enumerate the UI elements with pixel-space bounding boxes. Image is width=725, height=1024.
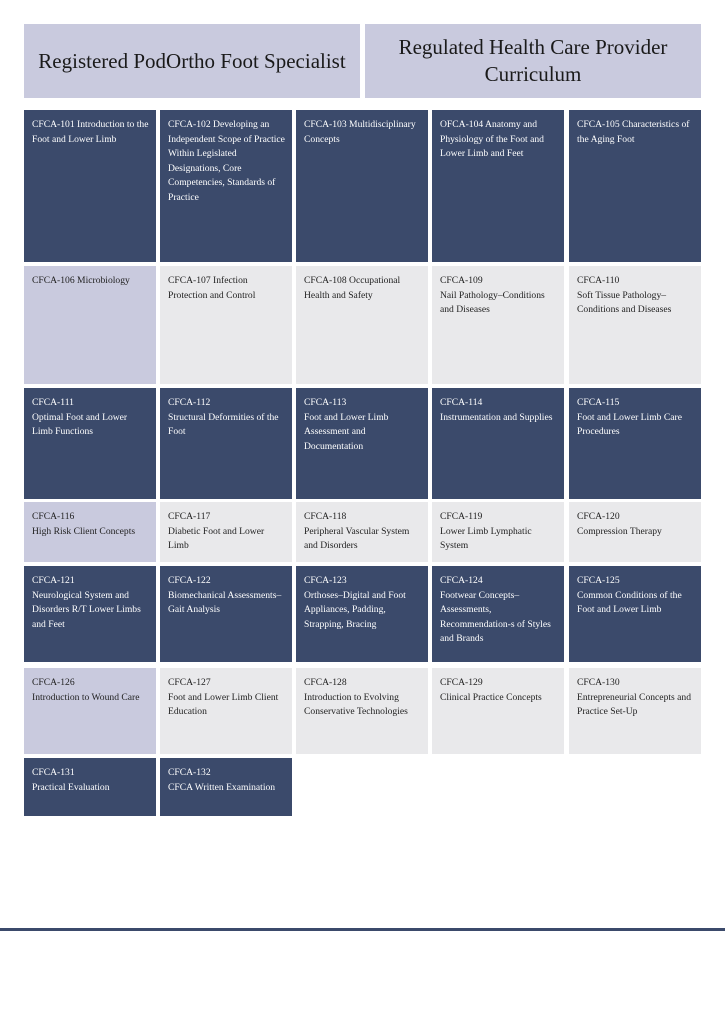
course-title: CFCA Written Examination [168, 781, 276, 793]
course-title: Peripheral Vascular System and Disorders [304, 525, 410, 552]
course-title: Diabetic Foot and Lower Limb [168, 525, 265, 552]
course-code: CFCA-113 [304, 397, 347, 408]
course-title: Entrepreneurial Concepts and Practice Set-Up [577, 691, 692, 718]
course-card [24, 758, 156, 816]
course-card [24, 388, 156, 499]
course-code: CFCA-124 [440, 575, 483, 586]
course-title: Optimal Foot and Lower Limb Functions [32, 411, 128, 438]
course-code: CFCA-115 [577, 397, 620, 408]
course-card [24, 668, 156, 754]
course-card [160, 502, 292, 562]
course-card [569, 266, 701, 384]
course-card [160, 668, 292, 754]
course-card [160, 566, 292, 662]
course-code: CFCA-129 [440, 677, 483, 688]
course-code: CFCA-107 Infection Protection and Control [168, 275, 256, 301]
course-title: Instrumentation and Supplies [440, 411, 553, 423]
course-card [569, 502, 701, 562]
course-card [296, 110, 428, 262]
course-code: CFCA-108 Occupational Health and Safety [304, 275, 401, 301]
course-code: CFCA-127 [168, 677, 211, 688]
course-card [432, 502, 564, 562]
course-card [160, 758, 292, 816]
curriculum-title [365, 24, 701, 98]
course-code: CFCA-117 [168, 511, 211, 522]
course-code: CFCA-109 [440, 275, 483, 286]
footer-divider [0, 928, 725, 931]
course-card [24, 502, 156, 562]
course-code: CFCA-130 [577, 677, 620, 688]
course-card [432, 388, 564, 499]
course-title: Lower Limb Lymphatic System [440, 525, 532, 552]
course-code: CFCA-116 [32, 511, 75, 522]
course-card [296, 266, 428, 384]
course-code: CFCA-111 [32, 397, 74, 408]
course-card [432, 566, 564, 662]
course-card [569, 668, 701, 754]
course-title: Clinical Practice Concepts [440, 691, 542, 703]
course-code: OFCA-104 Anatomy and Physiology of the Foot and Lower Limb and Feet [440, 119, 544, 160]
course-code: CFCA-106 Microbiology [32, 275, 130, 286]
course-code: CFCA-131 [32, 767, 75, 778]
course-title: Biomechanical Assessments– Gait Analysis [168, 589, 282, 616]
course-card [296, 566, 428, 662]
course-title: Introduction to Wound Care [32, 691, 140, 703]
program-title [24, 24, 360, 98]
curriculum-title-text: Regulated Health Care Provider Curriculum [398, 35, 668, 86]
course-card [296, 388, 428, 499]
course-card [24, 566, 156, 662]
course-title: Structural Deformities of the Foot [168, 411, 279, 438]
course-code: CFCA-125 [577, 575, 620, 586]
course-card [432, 668, 564, 754]
course-title: Nail Pathology–Conditions and Diseases [440, 289, 545, 316]
course-code: CFCA-112 [168, 397, 211, 408]
course-card [24, 266, 156, 384]
course-card [160, 110, 292, 262]
course-code: CFCA-120 [577, 511, 620, 522]
course-code: CFCA-123 [304, 575, 347, 586]
course-code: CFCA-105 Characteristics of the Aging Foot [577, 119, 690, 145]
program-title-text: Registered PodOrtho Foot Specialist [38, 48, 346, 73]
course-title: Foot and Lower Limb Assessment and Documentation [304, 411, 389, 452]
course-code: CFCA-114 [440, 397, 483, 408]
course-card [160, 388, 292, 499]
course-code: CFCA-122 [168, 575, 211, 586]
course-card [569, 388, 701, 499]
course-title: Introduction to Evolving Conservative Technologies [304, 691, 408, 718]
course-code: CFCA-101 Introduction to the Foot and Lower Limb [32, 119, 149, 145]
course-title: Common Conditions of the Foot and Lower Limb [577, 589, 682, 616]
course-title: Soft Tissue Pathology–Conditions and Diseases [577, 289, 672, 316]
course-card [24, 110, 156, 262]
course-code: CFCA-132 [168, 767, 211, 778]
course-code: CFCA-102 Developing an Independent Scope of Practice Within Legislated Designations, Core Competencies, Standards of Practice [168, 119, 285, 203]
course-card [160, 266, 292, 384]
course-title: Practical Evaluation [32, 781, 110, 793]
course-title: Foot and Lower Limb Care Procedures [577, 411, 682, 438]
course-title: Foot and Lower Limb Client Education [168, 691, 279, 718]
course-title: Footwear Concepts– Assessments, Recommendation-s of Styles and Brands [440, 589, 551, 645]
course-card [432, 266, 564, 384]
course-code: CFCA-128 [304, 677, 347, 688]
course-code: CFCA-119 [440, 511, 483, 522]
course-code: CFCA-121 [32, 575, 75, 586]
course-code: CFCA-110 [577, 275, 620, 286]
course-code: CFCA-118 [304, 511, 347, 522]
course-card [296, 668, 428, 754]
course-card [296, 502, 428, 562]
course-code: CFCA-103 Multidisciplinary Concepts [304, 119, 416, 145]
course-card [569, 566, 701, 662]
course-title: Compression Therapy [577, 525, 662, 537]
course-card [569, 110, 701, 262]
course-title: High Risk Client Concepts [32, 525, 136, 537]
course-code: CFCA-126 [32, 677, 75, 688]
course-title: Neurological System and Disorders R/T Lower Limbs and Feet [32, 589, 141, 630]
course-title: Orthoses–Digital and Foot Appliances, Padding, Strapping, Bracing [304, 589, 406, 630]
course-card [432, 110, 564, 262]
